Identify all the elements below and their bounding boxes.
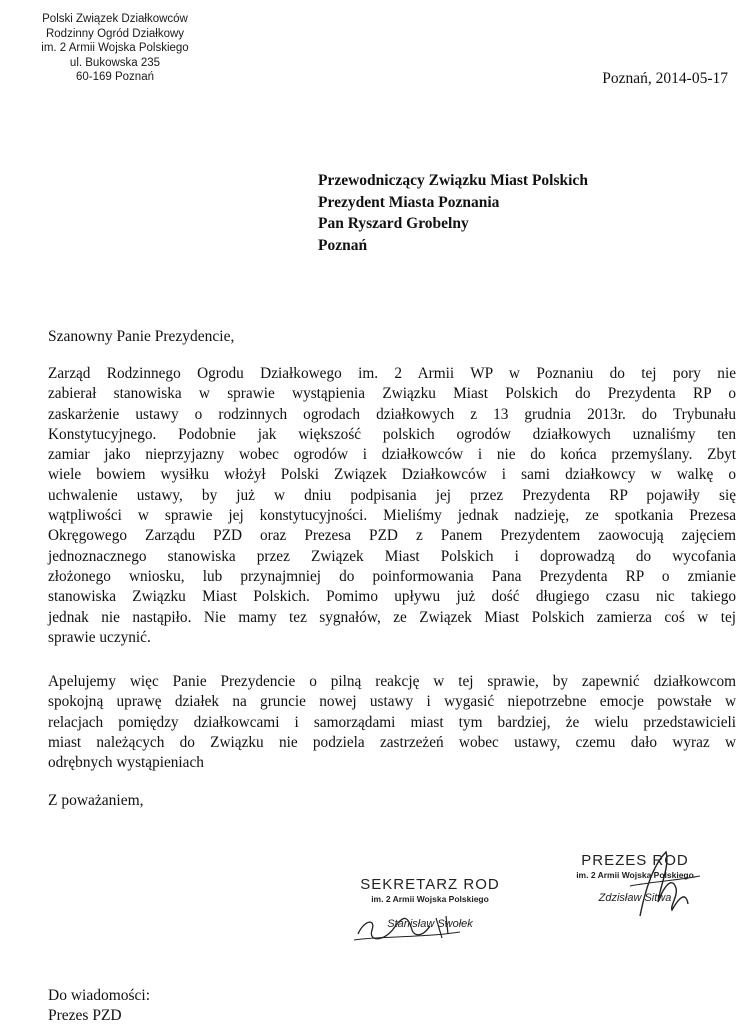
paragraph-line: Konstytucyjnego. Podobnie jak większość polskich ogrodów działkowych uznaliśmy ten: [48, 425, 736, 443]
stamp-name: Stanisław Swołek: [387, 918, 473, 930]
recipient-line: Prezydent Miasta Poznania: [318, 193, 500, 211]
stamp-name: Zdzisław Sitwa: [598, 892, 672, 904]
sender-line: Polski Związek Działkowców: [42, 13, 188, 25]
cc-label: Do wiadomości:: [48, 987, 151, 1004]
paragraph-line: relacjach pomiędzy działkowcami i samorządami miast tym bardziej, że wielu przedstawicieli: [48, 713, 736, 731]
paragraph-line: jednoznacznego stanowiska przez Związek Miast Polskich i doprowadzą do wycofania: [48, 547, 736, 565]
paragraph-line: stanowiska Związku Miast Polskich. Pomimo upływu już dość długiego czasu nic takiego: [48, 588, 736, 606]
paragraph-line: wątpliwości w sprawie jej konstytucyjności. Mieliśmy jednak nadzieję, ze spotkania Prezesa: [48, 507, 736, 525]
salutation: Szanowny Panie Prezydencie,: [48, 328, 235, 345]
paragraph-line: Apelujemy więc Panie Prezydencie o pilną reakcję w tej sprawie, by zapewnić działkowcom: [48, 673, 736, 690]
paragraph-line: odrębnych wystąpieniach: [48, 754, 204, 772]
paragraph-line: miast należących do Związku nie podziela zastrzeżeń wobec ustawy, czemu dało wyraz w: [48, 733, 736, 751]
sender-line: ul. Bukowska 235: [69, 56, 161, 69]
recipient-block: [318, 170, 588, 256]
stamp-title: SEKRETARZ ROD: [360, 876, 500, 893]
recipient-line: Pan Ryszard Grobelny: [318, 215, 469, 232]
stamp-subtitle: im. 2 Armii Wojska Polskiego: [371, 894, 489, 904]
paragraph-line: zamiar jako nieprzyjazny wobec ogrodów i działkowców i nie do końca przemyślany. Zbyt: [48, 446, 736, 464]
paragraph-line: zaskarżenie ustawy o rodzinnych ogrodach działkowych z 13 grudnia 2013r. do Trybunału: [48, 405, 736, 423]
paragraph-line: jednak nie nastąpiło. Nie mamy tez sygnałów, ze Związek Miast Polskich zamierza coś w tej: [48, 608, 736, 626]
body-paragraph-2: [48, 672, 736, 773]
paragraph-line: Zarząd Rodzinnego Ogrodu Działkowego im. 2 Armii WP w Poznaniu do tej pory nie: [48, 365, 736, 382]
closing-phrase: Z poważaniem,: [48, 792, 144, 809]
cc-block: [48, 986, 150, 1026]
paragraph-line: wiele bowiem wysiłku włożył Polski Związek Działkowców i sami działkowcy w walkę o: [48, 466, 736, 484]
stamp-subtitle: im. 2 Armii Wojska Polskiego: [576, 870, 694, 880]
recipient-line: Poznań: [318, 236, 368, 254]
sender-line: 60-169 Poznań: [75, 71, 154, 83]
paragraph-line: spokojną uprawę działek na gruncie nowej ustawy i wygasić niepotrzebne emocje powstałe w: [48, 693, 736, 711]
sender-line: Rodzinny Ogród Działkowy: [45, 27, 185, 40]
letter-date: Poznań, 2014-05-17: [602, 70, 728, 87]
paragraph-line: złożonego wniosku, lub przynajmniej do poinformowania Pana Prezydenta RP o zmianie: [48, 567, 736, 585]
president-signature: [600, 846, 710, 918]
secretary-signature: [350, 908, 470, 948]
paragraph-line: sprawie uczynić.: [48, 628, 151, 646]
paragraph-line: zabierał stanowiska w sprawie wystąpienia Związku Miast Polskich do Prezydenta RP o: [48, 385, 736, 403]
sender-address-block: [6, 12, 224, 85]
sender-line: im. 2 Armii Wojska Polskiego: [41, 42, 189, 54]
cc-recipient: Prezes PZD: [48, 1007, 122, 1024]
paragraph-line: Okręgowego Zarządu PZD oraz Prezesa PZD z Panem Prezydentem zaowocują zajęciem: [48, 527, 736, 545]
body-paragraph-1: [48, 364, 736, 648]
paragraph-line: uchwalenie ustawy, by już w dniu podpisania jej przez Prezydenta RP pojawiły się: [48, 486, 736, 504]
stamp-title: PREZES ROD: [581, 852, 689, 869]
recipient-line: Przewodniczący Związku Miast Polskich: [318, 172, 588, 189]
